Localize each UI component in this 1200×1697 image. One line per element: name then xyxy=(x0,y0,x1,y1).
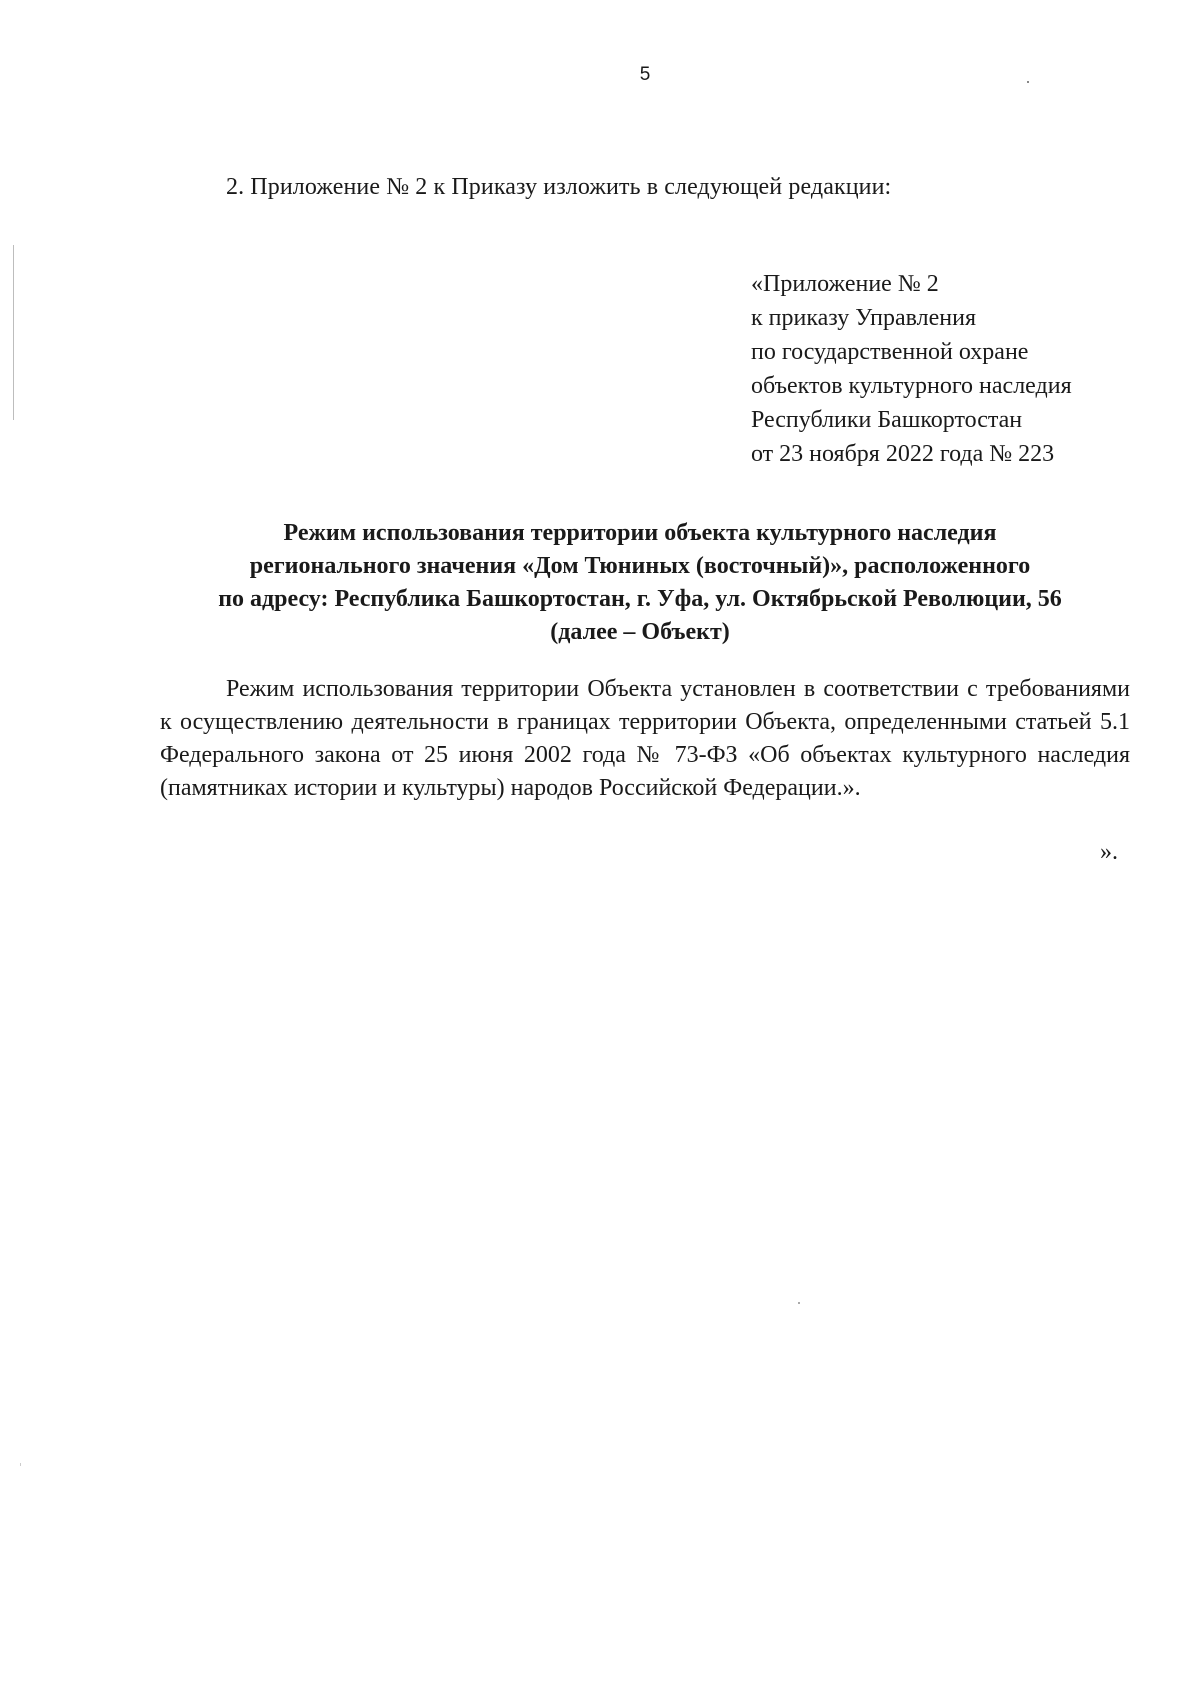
appendix-note-line: от 23 ноября 2022 года № 223 xyxy=(751,441,1055,467)
appendix-note-line: объектов культурного наследия xyxy=(751,373,1072,399)
page-number: 5 xyxy=(639,64,651,85)
closing-quote: ». xyxy=(1100,839,1118,865)
body-paragraph: Режим использования территории Объекта установлен в соответствии с требованиями к осуществлению деятельности в границах территории Объекта, определенными статьей 5.1 Федерального закона от 25 июня 2002 года № 73-ФЗ «Об объектах культурного наследия (памятниках истории и культуры) народов Российской Федерации.». xyxy=(160,676,1130,801)
body-text xyxy=(160,673,1130,805)
document-title-line: Режим использования территории объекта культурного наследия xyxy=(283,520,997,546)
appendix-note xyxy=(751,267,1072,471)
document-title-line: регионального значения «Дом Тюниных (восточный)», расположенного xyxy=(249,553,1031,579)
document-title-line: (далее – Объект) xyxy=(550,619,730,645)
appendix-note-line: Республики Башкортостан xyxy=(751,407,1023,433)
scan-artifact-dot xyxy=(20,1463,21,1466)
appendix-note-line: «Приложение № 2 xyxy=(751,271,939,297)
appendix-note-line: по государственной охране xyxy=(751,339,1029,365)
document-title-line: по адресу: Республика Башкортостан, г. Уфа, ул. Октябрьской Революции, 56 xyxy=(218,586,1062,612)
scan-artifact-dot xyxy=(798,1302,800,1304)
intro-line: 2. Приложение № 2 к Приказу изложить в следующей редакции: xyxy=(226,174,892,200)
scan-artifact-line xyxy=(13,245,14,420)
appendix-note-line: к приказу Управления xyxy=(751,305,977,331)
document-title xyxy=(140,517,1140,649)
